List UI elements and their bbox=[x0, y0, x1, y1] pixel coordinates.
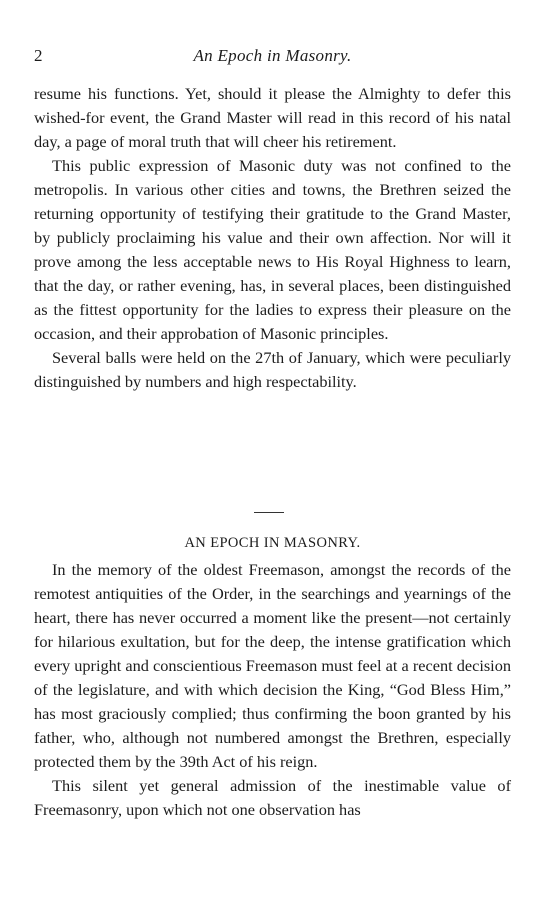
page-header bbox=[34, 46, 511, 70]
paragraph: Several balls were held on the 27th of January, which were peculiarly distinguished by numbers and high respectability. bbox=[34, 348, 511, 391]
paragraph: This public expression of Masonic duty was not confined to the metropolis. In various other cities and towns, the Brethren seized the returning opportunity of testifying their gratitude to the Grand Master, by publicly proclaiming his value and their own affection. Nor will it prove among the less acceptable news to His Royal Highness to learn, that the day, or rather evening, has, in several places, been distinguished as the fittest opportunity for the ladies to express their pleasure on the occasion, and their approbation of Masonic principles. bbox=[34, 156, 511, 343]
section-heading: AN EPOCH IN MASONRY. bbox=[184, 535, 361, 551]
section-divider bbox=[254, 512, 284, 513]
paragraph: This silent yet general admission of the inestimable value of Freemasonry, upon which not one observation has bbox=[34, 776, 511, 819]
page-number: 2 bbox=[34, 46, 43, 65]
paragraph: resume his functions. Yet, should it please the Almighty to defer this wished-for event, the Grand Master will read in this record of his natal day, a page of moral truth that will cheer his retirement. bbox=[34, 84, 511, 151]
running-head: An Epoch in Masonry. bbox=[193, 46, 352, 65]
section-text-block bbox=[34, 558, 511, 822]
paragraph: In the memory of the oldest Freemason, amongst the records of the remotest antiquities of the Order, in the searchings and yearnings of the heart, there has never occurred a moment like the present—not certainly for hilarious exultation, but for the deep, the intense gratification which every upright and conscientious Freemason must feel at a recent decision of the legislature, and with which decision the King, “God Bless Him,” has most graciously complied; thus confirming the boon granted by his father, who, although not numbered amongst the Brethren, especially protected them by the 39th Act of his reign. bbox=[34, 560, 511, 771]
intro-text-block bbox=[34, 82, 511, 394]
